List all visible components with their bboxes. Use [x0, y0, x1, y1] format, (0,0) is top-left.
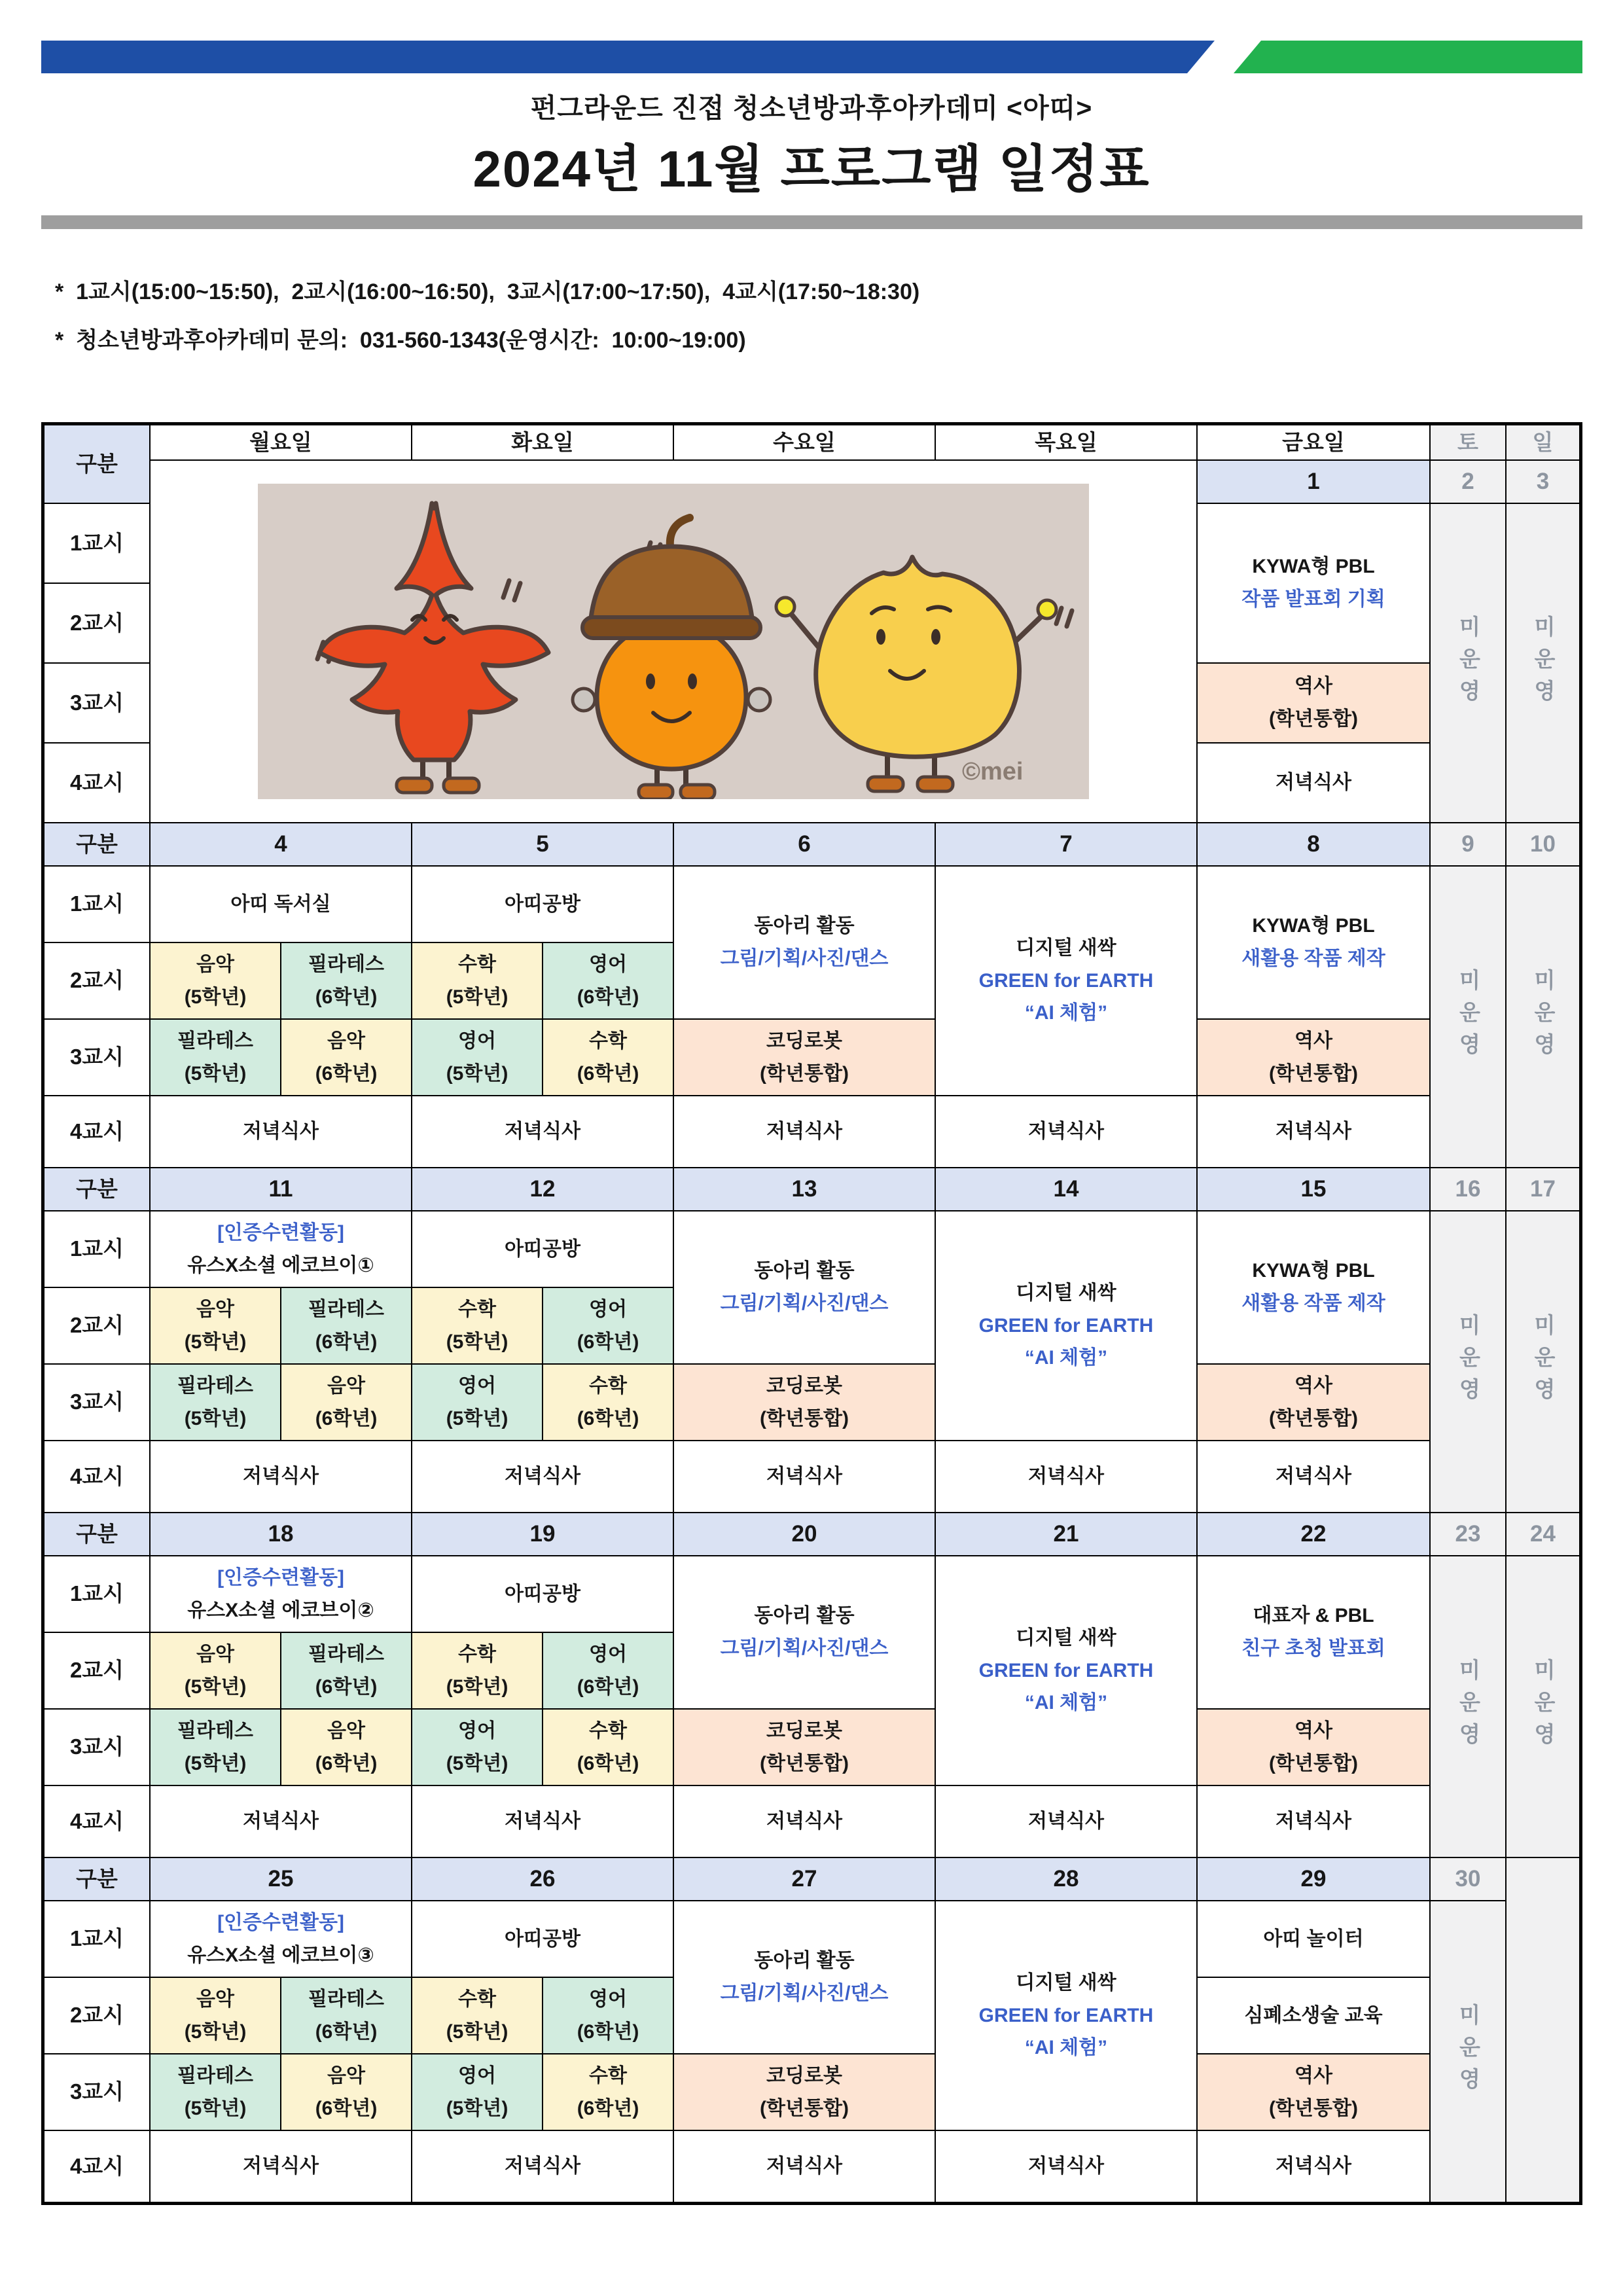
schedule-cell: 필라테스 (6학년) [281, 1633, 411, 1708]
period-label: 2교시 [45, 1288, 149, 1363]
day-header: 목요일 [936, 425, 1196, 459]
closed-cell: 미운영 [1431, 504, 1505, 822]
top-banner [41, 41, 1582, 73]
schedule-cell: 아띠 놀이터 [1198, 1901, 1429, 1977]
date-cell: 20 [674, 1513, 935, 1555]
empty-cell [1507, 1858, 1579, 2202]
period-label: 3교시 [45, 2054, 149, 2130]
schedule-cell: 저녁식사 [151, 2131, 411, 2202]
schedule-cell: 역사 (학년통합) [1198, 664, 1429, 742]
schedule-cell: 저녁식사 [412, 1441, 673, 1512]
schedule-cell: 역사 (학년통합) [1198, 1020, 1429, 1095]
schedule-cell: 음악 (5학년) [151, 1978, 280, 2053]
schedule-cell: 수학 (5학년) [412, 1288, 542, 1363]
closed-cell: 미운영 [1507, 504, 1579, 822]
schedule-cell: 아띠공방 [412, 1211, 673, 1287]
schedule-cell: 아띠공방 [412, 867, 673, 942]
date-cell: 22 [1198, 1513, 1429, 1555]
schedule-cell: 저녁식사 [674, 1441, 935, 1512]
schedule-cell: 수학 (6학년) [543, 1020, 673, 1095]
schedule-cell: 수학 (5학년) [412, 1978, 542, 2053]
corner-header: 구분 [45, 1858, 149, 1900]
illustration-cell [151, 461, 1196, 822]
schedule-cell: 저녁식사 [936, 1441, 1196, 1512]
date-cell: 16 [1431, 1168, 1505, 1210]
corner-header: 구분 [45, 823, 149, 865]
schedule-cell: 수학 (6학년) [543, 2054, 673, 2130]
schedule-cell: 음악 (6학년) [281, 1710, 411, 1785]
period-label: 2교시 [45, 584, 149, 662]
schedule-cell: 아띠공방 [412, 1901, 673, 1977]
closed-cell: 미운영 [1431, 867, 1505, 1167]
closed-cell: 미운영 [1431, 1901, 1505, 2202]
period-label: 4교시 [45, 2131, 149, 2202]
period-label: 1교시 [45, 504, 149, 583]
schedule-cell: 음악 (5학년) [151, 1288, 280, 1363]
schedule-cell: 저녁식사 [1198, 1096, 1429, 1167]
schedule-cell: 영어 (5학년) [412, 1020, 542, 1095]
period-label: 1교시 [45, 1901, 149, 1977]
schedule-cell: 동아리 활동 그림/기획/사진/댄스 [674, 1211, 935, 1363]
schedule-cell: 저녁식사 [412, 2131, 673, 2202]
date-cell: 8 [1198, 823, 1429, 865]
schedule-cell: 필라테스 (5학년) [151, 1365, 280, 1440]
schedule-cell: 영어 (6학년) [543, 1633, 673, 1708]
date-cell: 14 [936, 1168, 1196, 1210]
schedule-cell: 필라테스 (5학년) [151, 1020, 280, 1095]
schedule-note-contact: * 청소년방과후아카데미 문의: 031-560-1343(운영시간: 10:00~19:00) [55, 328, 746, 353]
date-cell: 23 [1431, 1513, 1505, 1555]
date-cell: 2 [1431, 461, 1505, 503]
schedule-cell: 필라테스 (5학년) [151, 1710, 280, 1785]
schedule-cell: 저녁식사 [151, 1096, 411, 1167]
period-label: 3교시 [45, 1365, 149, 1440]
autumn-characters-illustration [258, 484, 1089, 799]
schedule-cell: 역사 (학년통합) [1198, 1710, 1429, 1785]
schedule-cell: 수학 (5학년) [412, 1633, 542, 1708]
day-header: 수요일 [674, 425, 935, 459]
schedule-cell: 저녁식사 [936, 2131, 1196, 2202]
schedule-cell: 음악 (6학년) [281, 1020, 411, 1095]
schedule-cell: 저녁식사 [1198, 1786, 1429, 1857]
period-label: 3교시 [45, 1020, 149, 1095]
date-cell: 26 [412, 1858, 673, 1900]
date-cell: 25 [151, 1858, 411, 1900]
date-cell: 5 [412, 823, 673, 865]
schedule-cell: 음악 (6학년) [281, 2054, 411, 2130]
schedule-cell: 수학 (6학년) [543, 1710, 673, 1785]
period-label: 1교시 [45, 1556, 149, 1632]
schedule-cell: 저녁식사 [674, 1786, 935, 1857]
schedule-cell: 저녁식사 [936, 1096, 1196, 1167]
schedule-cell: 필라테스 (6학년) [281, 1288, 411, 1363]
schedule-cell: 아띠공방 [412, 1556, 673, 1632]
date-cell: 30 [1431, 1858, 1505, 1900]
period-label: 4교시 [45, 1441, 149, 1512]
closed-cell: 미운영 [1431, 1556, 1505, 1857]
date-cell: 29 [1198, 1858, 1429, 1900]
illustration-credit: ©mei [962, 758, 1024, 785]
schedule-cell: 동아리 활동 그림/기획/사진/댄스 [674, 1901, 935, 2053]
schedule-cell: 심폐소생술 교육 [1198, 1978, 1429, 2053]
schedule-cell: 수학 (6학년) [543, 1365, 673, 1440]
date-cell: 7 [936, 823, 1196, 865]
schedule-cell: 대표자 & PBL 친구 초청 발표회 [1198, 1556, 1429, 1708]
schedule-cell: 영어 (6학년) [543, 1978, 673, 2053]
schedule-cell: 영어 (5학년) [412, 1365, 542, 1440]
period-label: 3교시 [45, 1710, 149, 1785]
date-cell: 27 [674, 1858, 935, 1900]
schedule-cell: 영어 (6학년) [543, 1288, 673, 1363]
date-cell: 1 [1198, 461, 1429, 503]
date-cell: 6 [674, 823, 935, 865]
date-cell: 13 [674, 1168, 935, 1210]
schedule-cell: 동아리 활동 그림/기획/사진/댄스 [674, 1556, 935, 1708]
schedule-cell: 역사 (학년통합) [1198, 1365, 1429, 1440]
schedule-cell: 저녁식사 [674, 1096, 935, 1167]
schedule-cell: 저녁식사 [1198, 2131, 1429, 2202]
schedule-cell: 저녁식사 [151, 1786, 411, 1857]
schedule-cell: 영어 (5학년) [412, 1710, 542, 1785]
day-header: 월요일 [151, 425, 411, 459]
period-label: 1교시 [45, 867, 149, 942]
date-cell: 10 [1507, 823, 1579, 865]
day-header: 화요일 [412, 425, 673, 459]
schedule-cell: [인증수련활동] 유스X소셜 에코브이② [151, 1556, 411, 1632]
closed-cell: 미운영 [1507, 867, 1579, 1167]
schedule-cell: KYWA형 PBL 새활용 작품 제작 [1198, 1211, 1429, 1363]
closed-cell: 미운영 [1507, 1211, 1579, 1512]
schedule-cell: 필라테스 (6학년) [281, 943, 411, 1018]
schedule-cell: 필라테스 (5학년) [151, 2054, 280, 2130]
schedule-cell: KYWA형 PBL 새활용 작품 제작 [1198, 867, 1429, 1018]
monthly-schedule-table [41, 422, 1582, 2205]
date-cell: 4 [151, 823, 411, 865]
period-label: 3교시 [45, 664, 149, 742]
page-subtitle: 펀그라운드 진접 청소년방과후아카데미 <아띠> [530, 93, 1093, 123]
period-label: 4교시 [45, 1096, 149, 1167]
day-header: 금요일 [1198, 425, 1429, 459]
date-cell: 15 [1198, 1168, 1429, 1210]
schedule-cell: [인증수련활동] 유스X소셜 에코브이① [151, 1211, 411, 1287]
date-cell: 28 [936, 1858, 1196, 1900]
date-cell: 24 [1507, 1513, 1579, 1555]
corner-header: 구분 [45, 1513, 149, 1555]
schedule-cell: 저녁식사 [674, 2131, 935, 2202]
closed-cell: 미운영 [1507, 1556, 1579, 1857]
schedule-cell: 코딩로봇 (학년통합) [674, 2054, 935, 2130]
schedule-cell: 저녁식사 [936, 1786, 1196, 1857]
date-cell: 9 [1431, 823, 1505, 865]
schedule-cell: 디지털 새싹 GREEN for EARTH “AI 체험” [936, 1556, 1196, 1785]
schedule-cell: 수학 (5학년) [412, 943, 542, 1018]
schedule-cell: 코딩로봇 (학년통합) [674, 1365, 935, 1440]
page-title: 2024년 11월 프로그램 일정표 [473, 140, 1150, 198]
schedule-cell: 디지털 새싹 GREEN for EARTH “AI 체험” [936, 1901, 1196, 2130]
period-label: 2교시 [45, 943, 149, 1018]
period-label: 4교시 [45, 1786, 149, 1857]
schedule-cell: 저녁식사 [151, 1441, 411, 1512]
schedule-cell: 저녁식사 [1198, 744, 1429, 822]
schedule-cell: 저녁식사 [1198, 1441, 1429, 1512]
schedule-cell: 디지털 새싹 GREEN for EARTH “AI 체험” [936, 867, 1196, 1095]
corner-header: 구분 [45, 1168, 149, 1210]
corner-header: 구분 [45, 425, 149, 503]
schedule-cell: 코딩로봇 (학년통합) [674, 1710, 935, 1785]
day-header: 일 [1507, 425, 1579, 459]
date-cell: 17 [1507, 1168, 1579, 1210]
period-label: 4교시 [45, 744, 149, 822]
schedule-cell: 코딩로봇 (학년통합) [674, 1020, 935, 1095]
date-cell: 21 [936, 1513, 1196, 1555]
schedule-cell: 음악 (5학년) [151, 1633, 280, 1708]
period-label: 2교시 [45, 1978, 149, 2053]
banner-blue-bar [41, 41, 1215, 73]
date-cell: 19 [412, 1513, 673, 1555]
banner-green-bar [1234, 41, 1582, 73]
period-label: 2교시 [45, 1633, 149, 1708]
date-cell: 3 [1507, 461, 1579, 503]
schedule-note-periods: * 1교시(15:00~15:50), 2교시(16:00~16:50), 3교시(17:00~17:50), 4교시(17:50~18:30) [55, 279, 920, 304]
schedule-cell: 영어 (5학년) [412, 2054, 542, 2130]
schedule-cell: 음악 (6학년) [281, 1365, 411, 1440]
schedule-cell: [인증수련활동] 유스X소셜 에코브이③ [151, 1901, 411, 1977]
schedule-cell: 음악 (5학년) [151, 943, 280, 1018]
schedule-cell: 역사 (학년통합) [1198, 2054, 1429, 2130]
schedule-cell: 동아리 활동 그림/기획/사진/댄스 [674, 867, 935, 1018]
date-cell: 18 [151, 1513, 411, 1555]
schedule-cell: 저녁식사 [412, 1096, 673, 1167]
date-cell: 12 [412, 1168, 673, 1210]
closed-cell: 미운영 [1431, 1211, 1505, 1512]
day-header: 토 [1431, 425, 1505, 459]
schedule-cell: 영어 (6학년) [543, 943, 673, 1018]
schedule-cell: 필라테스 (6학년) [281, 1978, 411, 2053]
schedule-cell: 아띠 독서실 [151, 867, 411, 942]
period-label: 1교시 [45, 1211, 149, 1287]
schedule-cell: 저녁식사 [412, 1786, 673, 1857]
schedule-cell: KYWA형 PBL 작품 발표회 기획 [1198, 504, 1429, 662]
divider-bar [41, 215, 1582, 229]
date-cell: 11 [151, 1168, 411, 1210]
schedule-cell: 디지털 새싹 GREEN for EARTH “AI 체험” [936, 1211, 1196, 1440]
